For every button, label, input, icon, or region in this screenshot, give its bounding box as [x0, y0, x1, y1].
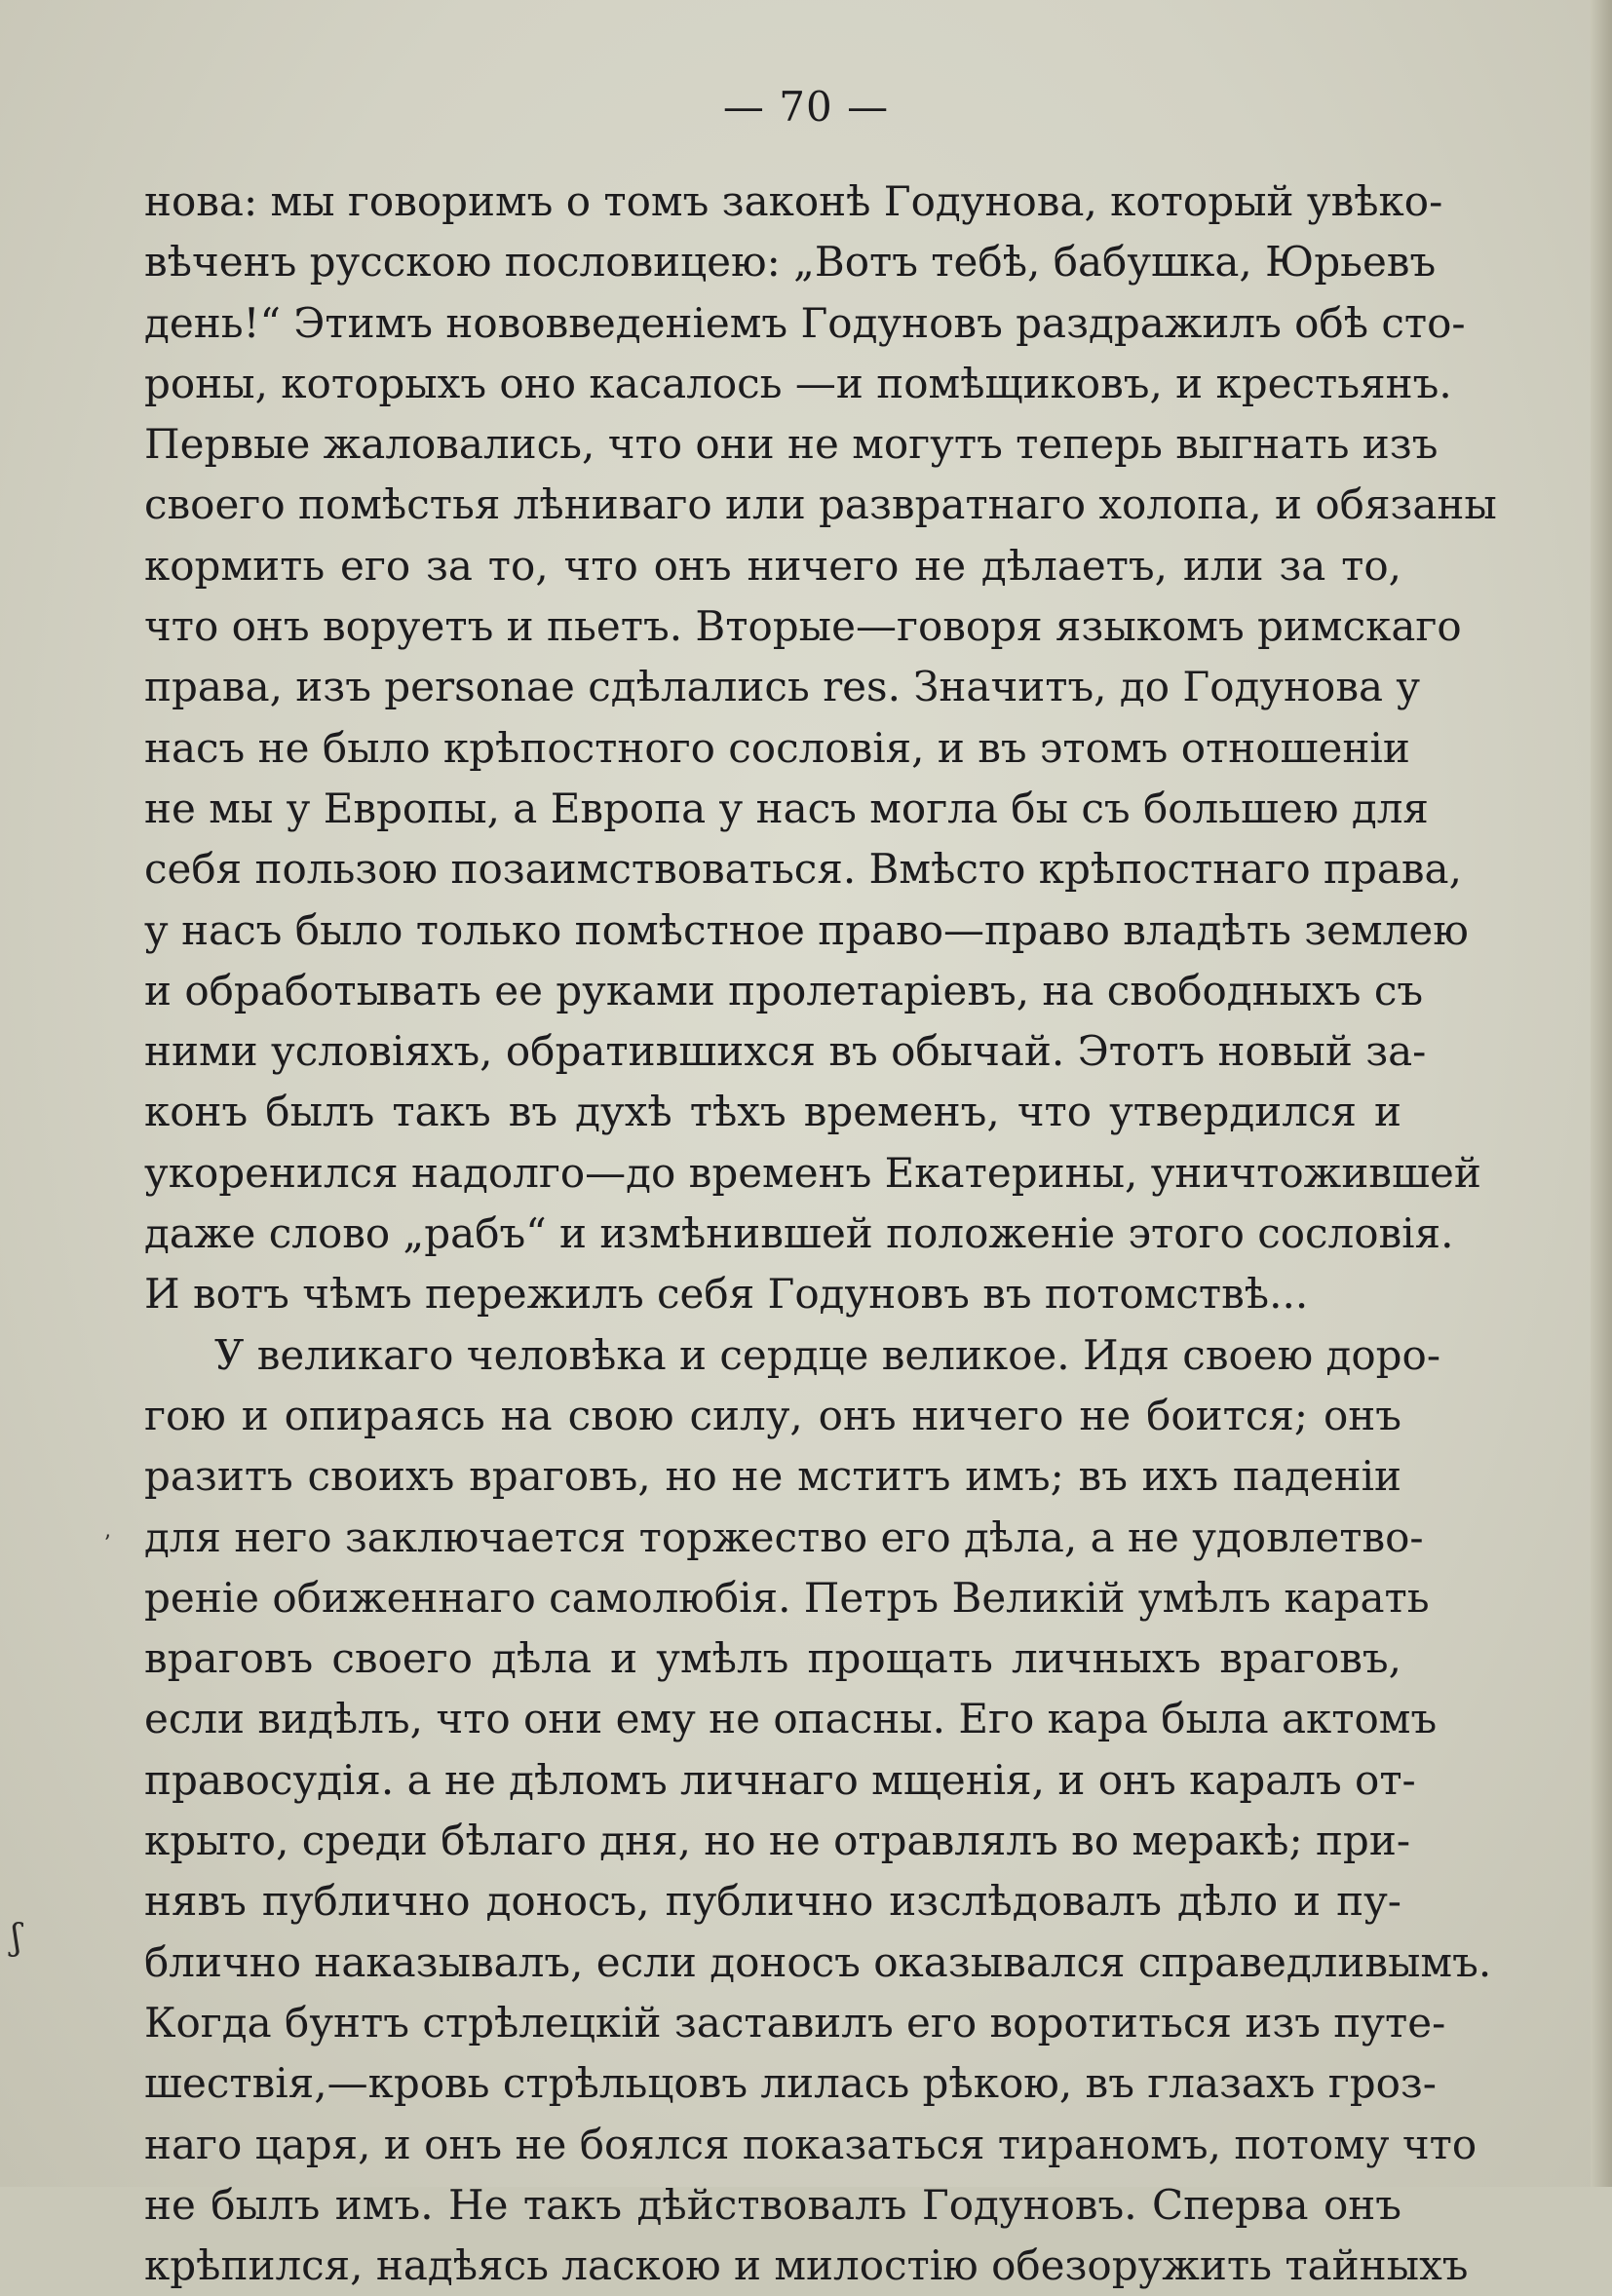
- text-line: права, изъ personae сдѣлались res. Значитъ, до Годунова у: [144, 663, 1421, 711]
- text-line: правосудія. а не дѣломъ личнаго мщенія, и онъ каралъ от-: [144, 1755, 1416, 1804]
- text-line: Первые жаловались, что они не могутъ теперь выгнать изъ: [144, 420, 1439, 469]
- text-line: И вотъ чѣмъ пережилъ себя Годуновъ въ потомствѣ...: [144, 1270, 1309, 1319]
- text-line: своего помѣстья лѣниваго или развратнаго холопа, и обязаны: [144, 480, 1497, 529]
- text-line: если видѣлъ, что они ему не опасны. Его кара была актомъ: [144, 1695, 1438, 1743]
- text-line: крыто, среди бѣлаго дня, но не отравлялъ во меракѣ; при-: [144, 1817, 1411, 1865]
- page-edge-shadow: [1591, 0, 1612, 2187]
- text-line: нявъ публично доносъ, публично изслѣдовалъ дѣло и пу-: [144, 1877, 1401, 1926]
- text-line: гою и опираясь на свою силу, онъ ничего не боится; онъ: [144, 1391, 1401, 1439]
- text-line: что онъ воруетъ и пьетъ. Вторые—говоря языкомъ римскаго: [144, 602, 1462, 651]
- text-line: не мы у Европы, а Европа у насъ могла бы съ большею для: [144, 784, 1429, 832]
- text-line: у насъ было только помѣстное право—право владѣть землею: [144, 905, 1469, 954]
- text-line: наго царя, и онъ не боялся показаться тираномъ, потому что: [144, 2120, 1478, 2168]
- margin-ink-mark: ʃ: [12, 1918, 21, 1958]
- text-line: насъ не было крѣпостного сословія, и въ этомъ отношеніи: [144, 723, 1410, 772]
- body-text: [144, 172, 1497, 2296]
- text-line: вѣченъ русскою пословицею: „Вотъ тебѣ, бабушка, Юрьевъ: [144, 238, 1437, 287]
- text-line: враговъ своего дѣла и умѣлъ прощать личныхъ враговъ,: [144, 1634, 1401, 1683]
- text-line: нова: мы говоримъ о томъ законѣ Годунова, который увѣко-: [144, 177, 1443, 225]
- text-line: кормить его за то, что онъ ничего не дѣлаетъ, или за то,: [144, 541, 1401, 590]
- text-line: шествія,—кровь стрѣльцовъ лилась рѣкою, въ глазахъ гроз-: [144, 2059, 1437, 2108]
- text-line: даже слово „рабъ“ и измѣнившей положеніе этого сословія.: [144, 1209, 1454, 1258]
- paragraph-2: [144, 1325, 1492, 2296]
- text-line: и обработывать ее руками пролетаріевъ, на свободныхъ съ: [144, 966, 1424, 1014]
- margin-tick-mark: ʼ: [103, 1532, 110, 1556]
- text-line: роны, которыхъ оно касалось —и помѣщиковъ, и крестьянъ.: [144, 359, 1452, 407]
- text-line: У великаго человѣка и сердце великое. Идя своею доро-: [214, 1330, 1441, 1379]
- text-line: крѣпился, надѣясь ласкою и милостію обезоружить тайныхъ: [144, 2241, 1469, 2290]
- text-line: Когда бунтъ стрѣлецкій заставилъ его воротиться изъ путе-: [144, 1998, 1446, 2047]
- text-line: укоренился надолго—до временъ Екатерины, уничтожившей: [144, 1148, 1481, 1197]
- text-line: не былъ имъ. Не такъ дѣйствовалъ Годуновъ. Сперва онъ: [144, 2180, 1401, 2229]
- text-line: ними условіяхъ, обратившихся въ обычай. Этотъ новый за-: [144, 1027, 1427, 1076]
- text-line: блично наказывалъ, если доносъ оказывался справедливымъ.: [144, 1937, 1492, 1986]
- paragraph-1: [144, 172, 1497, 1325]
- text-line: реніе обиженнаго самолюбія. Петръ Великій умѣлъ карать: [144, 1573, 1430, 1622]
- text-line: день!“ Этимъ нововведеніемъ Годуновъ раздражилъ обѣ сто-: [144, 298, 1466, 347]
- text-line: себя пользою позаимствоваться. Вмѣсто крѣпостнаго права,: [144, 845, 1462, 894]
- page-number: — 70 —: [722, 83, 890, 131]
- text-line: разитъ своихъ враговъ, но не мститъ имъ; въ ихъ паденіи: [144, 1452, 1401, 1501]
- text-line: для него заключается торжество его дѣла, а не удовлетво-: [144, 1512, 1424, 1561]
- text-line: конъ былъ такъ въ духѣ тѣхъ временъ, что утвердился и: [144, 1088, 1401, 1136]
